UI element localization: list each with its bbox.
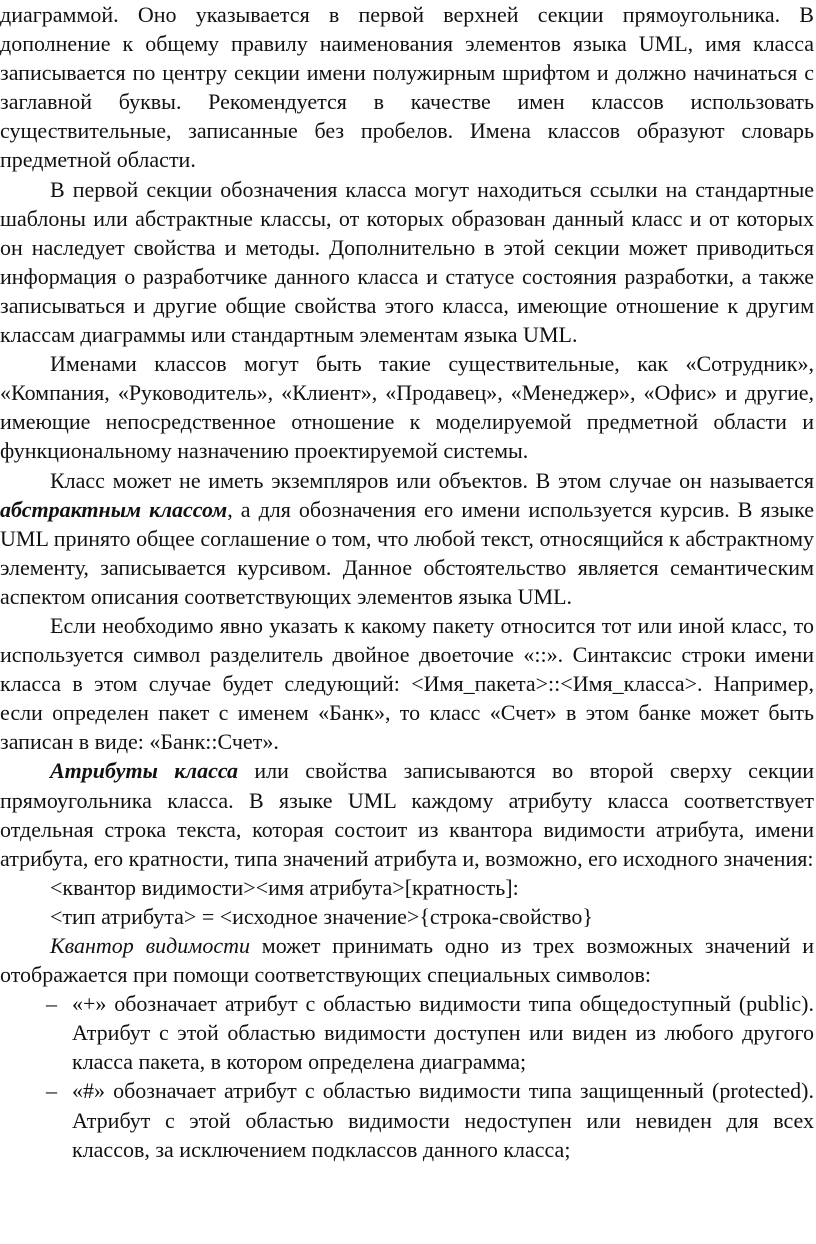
attribute-syntax-line-2: <тип атрибута> = <исходное значение>{строка-свойство} bbox=[50, 903, 593, 929]
visibility-list bbox=[0, 989, 814, 1164]
abstract-text-a: Класс может не иметь экземпляров или объектов. В этом случае он называется bbox=[50, 467, 814, 493]
paragraph-first-section: В первой секции обозначения класса могут находиться ссылки на стандартные шаблоны или абстрактные классы, от которых образован данный класс и от которых он наследует свойства и методы. Дополнительно в этой секции может приводиться информация о разработчике данного класса и статусе состояния разработки, а также записываться и другие общие свойства этого класса, имеющие отношение к другим классам диаграммы или стандартным элементам языка UML. bbox=[0, 176, 814, 348]
paragraph-visibility bbox=[0, 931, 814, 989]
dash-marker: – bbox=[46, 991, 57, 1017]
list-item bbox=[0, 1076, 814, 1163]
attribute-syntax-line-1: <квантор видимости><имя атрибута>[кратность]: bbox=[50, 874, 519, 900]
paragraph-class-name-rules: диаграммой. Оно указывается в первой верхней секции прямоугольника. В дополнение к общему правилу наименования элементов языка UML, имя класса записывается по центру секции имени полужирным шрифтом и должно начинаться с заглавной буквы. Рекомендуется в качестве имен классов использовать существительные, записанные без пробелов. Имена классов образуют словарь предметной области. bbox=[0, 2, 814, 173]
paragraph-class-attributes bbox=[0, 756, 814, 872]
list-item-text: «#» обозначает атрибут с областью видимости типа защищенный (protected). Атрибут с этой областью видимости недоступен или невиден для всех классов, за исключением подклассов данного класса; bbox=[72, 1078, 814, 1162]
list-item bbox=[0, 989, 814, 1076]
attributes-text: или свойства записываются во второй сверху секции прямоугольника класса. В языке UML каждому атрибуту класса соответствует отдельная строка текста, которая состоит из квантора видимости атрибута, имени атрибута, его кратности, типа значений атрибута и, возможно, его исходного значения: bbox=[0, 758, 814, 871]
visibility-term: Квантор видимости bbox=[50, 933, 250, 958]
abstract-class-term: абстрактным классом bbox=[0, 496, 228, 522]
dash-marker: – bbox=[46, 1078, 57, 1104]
abstract-text-c: , а для обозначения его имени используется курсив. В языке UML принято общее соглашение о том, что любой текст, относящийся к абстрактному элементу, записывается курсивом. Данное обстоятельство является семантическим аспектом описания соответствующих элементов языка UML. bbox=[0, 496, 814, 609]
paragraph-class-name-examples: Именами классов могут быть такие существительные, как «Сотрудник», «Компания, «Руководитель», «Клиент», «Продавец», «Менеджер», «Офис» и другие, имеющие непосредственное отношение к моделируемой предметной области и функциональному назначению проектируемой системы. bbox=[0, 351, 814, 464]
visibility-text: может принимать одно из трех возможных значений и отображается при помощи соответствующих специальных символов: bbox=[0, 933, 814, 988]
attributes-term: Атрибуты класса bbox=[50, 758, 239, 784]
paragraph-abstract-class bbox=[0, 466, 814, 611]
list-item-text: «+» обозначает атрибут с областью видимости типа общедоступный (public). Атрибут с этой областью видимости доступен или виден из любого другого класса пакета, в котором определена диаграмма; bbox=[72, 991, 814, 1075]
paragraph-package-separator: Если необходимо явно указать к какому пакету относится тот или иной класс, то используется символ разделитель двойное двоеточие «::». Синтаксис строки имени класса в этом случае будет следующий: <Имя_пакета>::<Имя_класса>. Например, если определен пакет с именем «Банк», то класс «Счет» в этом банке может быть записан в виде: «Банк::Счет». bbox=[0, 612, 814, 755]
